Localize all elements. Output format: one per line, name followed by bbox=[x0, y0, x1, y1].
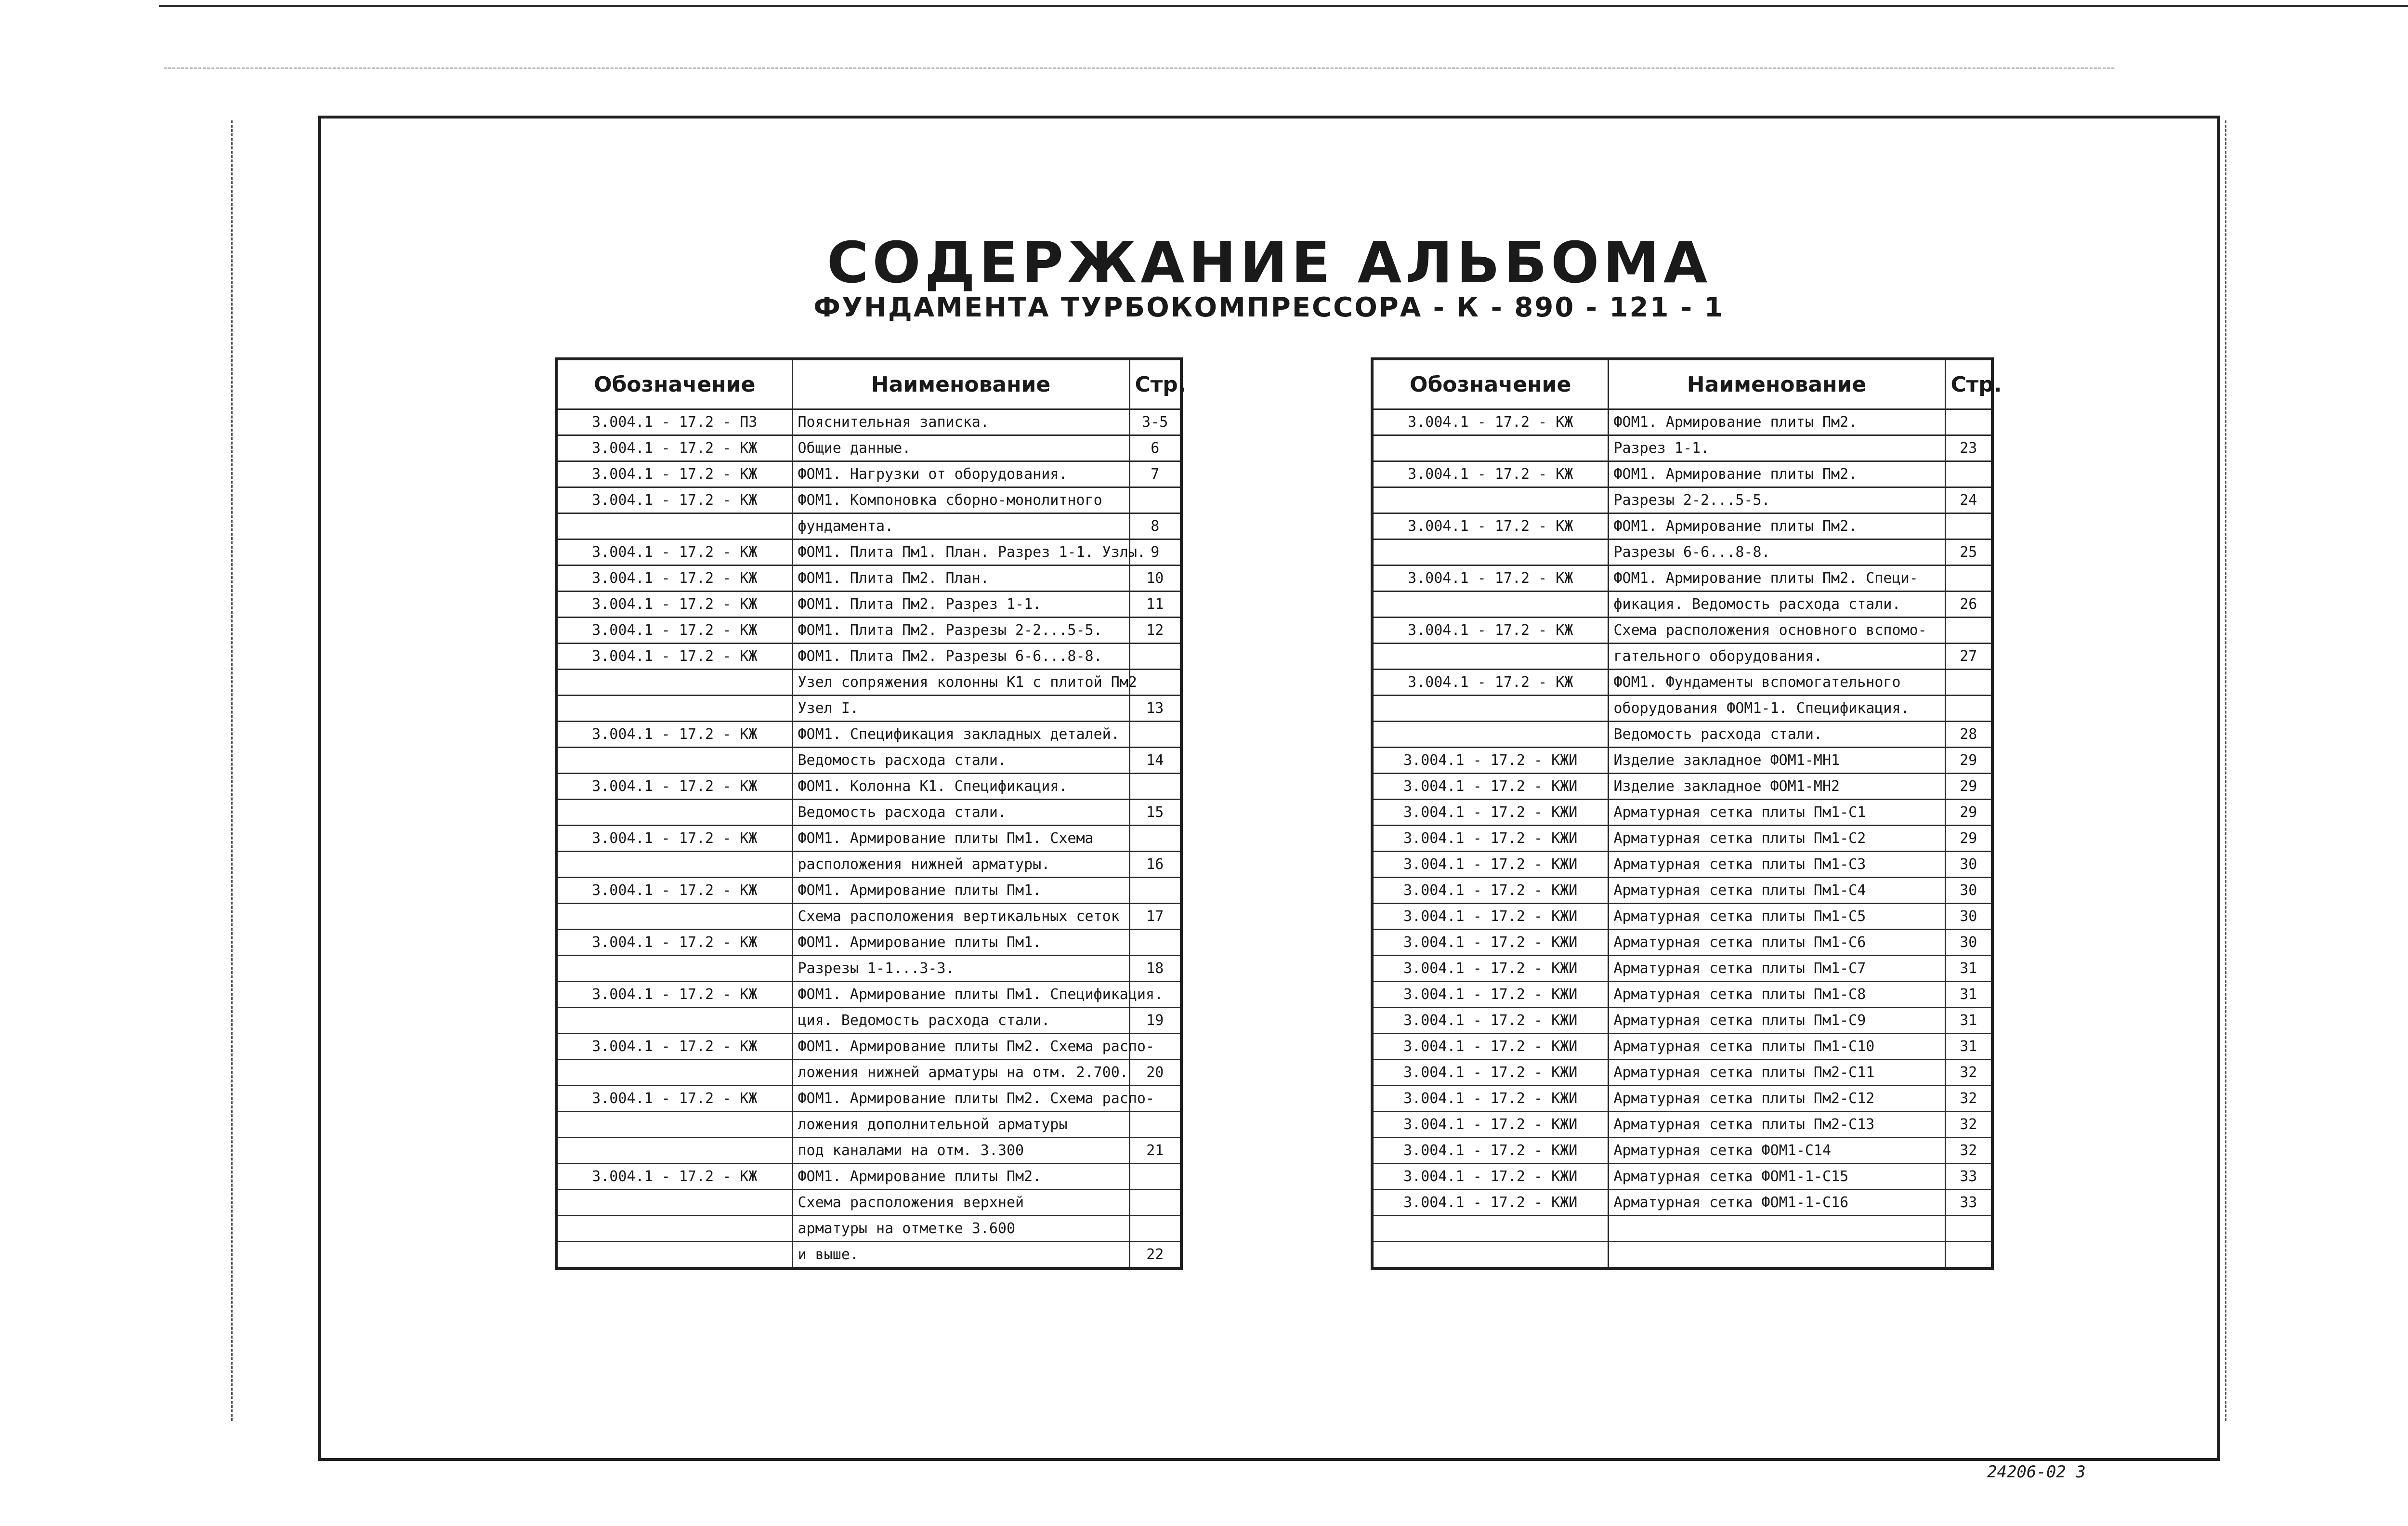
table-row bbox=[1372, 956, 1992, 982]
cell-name: Пояснительная записка. bbox=[792, 409, 1129, 435]
table-row bbox=[556, 618, 1181, 644]
cell-page bbox=[1945, 513, 1992, 539]
cell-name: Арматурная сетка ФОМ1-1-С16 bbox=[1608, 1190, 1945, 1216]
table-row bbox=[556, 878, 1181, 904]
cell-name: Арматурная сетка плиты Пм1-С8 bbox=[1608, 982, 1945, 1008]
cell-code: 3.004.1 - 17.2 - КЖ bbox=[556, 566, 792, 592]
cell-page: 9 bbox=[1129, 539, 1181, 566]
cell-page: 31 bbox=[1945, 956, 1992, 982]
cell-code: 3.004.1 - 17.2 - КЖИ bbox=[1372, 1086, 1608, 1112]
cell-page: 30 bbox=[1945, 852, 1992, 878]
table-row bbox=[1372, 930, 1992, 956]
outer-frame-top-line bbox=[159, 5, 2408, 7]
table-row bbox=[1372, 618, 1992, 644]
cell-name: Арматурная сетка плиты Пм1-С2 bbox=[1608, 826, 1945, 852]
cell-name: фикация. Ведомость расхода стали. bbox=[1608, 592, 1945, 618]
cell-page: 33 bbox=[1945, 1190, 1992, 1216]
table-row bbox=[1372, 800, 1992, 826]
table-row bbox=[556, 566, 1181, 592]
cell-name: ФОМ1. Армирование плиты Пм1. Схема bbox=[792, 826, 1129, 852]
cell-page bbox=[1129, 878, 1181, 904]
table-row bbox=[556, 1190, 1181, 1216]
cell-code: 3.004.1 - 17.2 - КЖ bbox=[1372, 513, 1608, 539]
cell-code: 3.004.1 - 17.2 - КЖИ bbox=[1372, 982, 1608, 1008]
cell-name: и выше. bbox=[792, 1242, 1129, 1269]
cell-page: 28 bbox=[1945, 722, 1992, 748]
table-row bbox=[556, 852, 1181, 878]
left-binding-rule bbox=[231, 120, 233, 1421]
cell-code: 3.004.1 - 17.2 - КЖИ bbox=[1372, 878, 1608, 904]
cell-page bbox=[1945, 1242, 1992, 1269]
table-row bbox=[556, 930, 1181, 956]
cell-code bbox=[1372, 592, 1608, 618]
cell-name: ФОМ1. Спецификация закладных деталей. bbox=[792, 722, 1129, 748]
cell-code bbox=[556, 1112, 792, 1138]
cell-page: 13 bbox=[1129, 696, 1181, 722]
table-row bbox=[1372, 774, 1992, 800]
cell-code: 3.004.1 - 17.2 - КЖ bbox=[556, 618, 792, 644]
cell-page: 7 bbox=[1129, 461, 1181, 487]
cell-page: 15 bbox=[1129, 800, 1181, 826]
cell-name: Разрезы 2-2...5-5. bbox=[1608, 487, 1945, 513]
cell-code bbox=[556, 1008, 792, 1034]
cell-page: 6 bbox=[1129, 435, 1181, 461]
cell-code bbox=[556, 1242, 792, 1269]
table-row bbox=[556, 1242, 1181, 1269]
right-binding-rule bbox=[2225, 120, 2226, 1421]
table-row bbox=[556, 748, 1181, 774]
header-code: Обозначение bbox=[556, 359, 792, 409]
cell-code: 3.004.1 - 17.2 - КЖИ bbox=[1372, 930, 1608, 956]
cell-name: ФОМ1. Нагрузки от оборудования. bbox=[792, 461, 1129, 487]
cell-page: 31 bbox=[1945, 1008, 1992, 1034]
cell-page bbox=[1945, 618, 1992, 644]
cell-code: 3.004.1 - 17.2 - КЖИ bbox=[1372, 1008, 1608, 1034]
table-row bbox=[1372, 566, 1992, 592]
cell-code: 3.004.1 - 17.2 - КЖ bbox=[1372, 409, 1608, 435]
cell-code: 3.004.1 - 17.2 - КЖ bbox=[1372, 566, 1608, 592]
cell-name: Арматурная сетка плиты Пм1-С5 bbox=[1608, 904, 1945, 930]
cell-page: 30 bbox=[1945, 904, 1992, 930]
contents-table-left bbox=[555, 357, 1186, 1270]
cell-page: 32 bbox=[1945, 1086, 1992, 1112]
cell-code: 3.004.1 - 17.2 - КЖИ bbox=[1372, 956, 1608, 982]
cell-code: 3.004.1 - 17.2 - КЖ bbox=[1372, 670, 1608, 696]
cell-name: ФОМ1. Армирование плиты Пм2. bbox=[1608, 409, 1945, 435]
cell-page bbox=[1129, 1216, 1181, 1242]
cell-name bbox=[1608, 1242, 1945, 1269]
perforation-line bbox=[164, 67, 2114, 69]
cell-page: 27 bbox=[1945, 644, 1992, 670]
cell-code bbox=[1372, 644, 1608, 670]
cell-page bbox=[1945, 670, 1992, 696]
cell-name: Арматурная сетка плиты Пм2-С11 bbox=[1608, 1060, 1945, 1086]
cell-name: Изделие закладное ФОМ1-МН1 bbox=[1608, 748, 1945, 774]
table-row bbox=[556, 722, 1181, 748]
table-row bbox=[556, 461, 1181, 487]
cell-page bbox=[1129, 1112, 1181, 1138]
table-row bbox=[556, 982, 1181, 1008]
cell-code: 3.004.1 - 17.2 - КЖ bbox=[556, 487, 792, 513]
cell-code bbox=[556, 1138, 792, 1164]
cell-page bbox=[1129, 670, 1181, 696]
table-header-row bbox=[1372, 359, 1992, 409]
cell-name: ФОМ1. Плита Пм2. Разрезы 2-2...5-5. bbox=[792, 618, 1129, 644]
cell-name: ция. Ведомость расхода стали. bbox=[792, 1008, 1129, 1034]
cell-name: Арматурная сетка ФОМ1-1-С15 bbox=[1608, 1164, 1945, 1190]
cell-page bbox=[1945, 409, 1992, 435]
cell-page: 32 bbox=[1945, 1138, 1992, 1164]
cell-page: 10 bbox=[1129, 566, 1181, 592]
cell-code: 3.004.1 - 17.2 - КЖИ bbox=[1372, 800, 1608, 826]
page-title: СОДЕРЖАНИЕ АЛЬБОМА bbox=[826, 229, 1712, 296]
cell-name: ФОМ1. Плита Пм1. План. Разрез 1-1. Узлы. bbox=[792, 539, 1129, 566]
table-row bbox=[556, 435, 1181, 461]
table-row bbox=[556, 1216, 1181, 1242]
cell-code: 3.004.1 - 17.2 - КЖ bbox=[556, 826, 792, 852]
cell-page: 29 bbox=[1945, 800, 1992, 826]
table-row bbox=[1372, 1190, 1992, 1216]
cell-name: ложения дополнительной арматуры bbox=[792, 1112, 1129, 1138]
cell-page bbox=[1945, 1216, 1992, 1242]
cell-code bbox=[1372, 435, 1608, 461]
cell-code bbox=[556, 904, 792, 930]
table-row bbox=[1372, 878, 1992, 904]
cell-code: 3.004.1 - 17.2 - КЖ bbox=[556, 930, 792, 956]
cell-code bbox=[1372, 539, 1608, 566]
table-row bbox=[1372, 826, 1992, 852]
header-name: Наименование bbox=[1608, 359, 1945, 409]
table-row bbox=[1372, 1034, 1992, 1060]
cell-code bbox=[1372, 696, 1608, 722]
cell-name: Арматурная сетка плиты Пм2-С13 bbox=[1608, 1112, 1945, 1138]
cell-name: под каналами на отм. 3.300 bbox=[792, 1138, 1129, 1164]
table-row bbox=[556, 904, 1181, 930]
table-row bbox=[556, 696, 1181, 722]
table-row bbox=[1372, 696, 1992, 722]
cell-code bbox=[556, 1190, 792, 1216]
cell-page: 32 bbox=[1945, 1112, 1992, 1138]
header-page: Стр. bbox=[1945, 359, 1992, 409]
cell-page: 3-5 bbox=[1129, 409, 1181, 435]
table-row bbox=[1372, 748, 1992, 774]
table-row bbox=[556, 774, 1181, 800]
table-row bbox=[556, 1138, 1181, 1164]
cell-name: Разрезы 1-1...3-3. bbox=[792, 956, 1129, 982]
cell-page bbox=[1129, 1164, 1181, 1190]
cell-code bbox=[556, 852, 792, 878]
cell-page: 29 bbox=[1945, 774, 1992, 800]
table-row bbox=[1372, 487, 1992, 513]
table-row bbox=[1372, 1242, 1992, 1269]
cell-code: 3.004.1 - 17.2 - КЖИ bbox=[1372, 1164, 1608, 1190]
cell-name: Арматурная сетка плиты Пм1-С4 bbox=[1608, 878, 1945, 904]
cell-name: ФОМ1. Армирование плиты Пм1. bbox=[792, 930, 1129, 956]
table-row bbox=[556, 592, 1181, 618]
cell-name: Арматурная сетка плиты Пм1-С6 bbox=[1608, 930, 1945, 956]
cell-name: ФОМ1. Колонна К1. Спецификация. bbox=[792, 774, 1129, 800]
cell-code bbox=[556, 696, 792, 722]
cell-name: фундамента. bbox=[792, 513, 1129, 539]
table-row bbox=[1372, 904, 1992, 930]
cell-name: Арматурная сетка плиты Пм1-С10 bbox=[1608, 1034, 1945, 1060]
table-row bbox=[556, 409, 1181, 435]
cell-name: Арматурная сетка ФОМ1-С14 bbox=[1608, 1138, 1945, 1164]
cell-page bbox=[1945, 696, 1992, 722]
cell-page bbox=[1945, 461, 1992, 487]
table-row bbox=[1372, 1164, 1992, 1190]
cell-page: 31 bbox=[1945, 982, 1992, 1008]
cell-code: 3.004.1 - 17.2 - КЖ bbox=[556, 644, 792, 670]
cell-name: ФОМ1. Армирование плиты Пм1. Спецификация. bbox=[792, 982, 1129, 1008]
drawing-sheet bbox=[318, 116, 2220, 1482]
cell-code: 3.004.1 - 17.2 - КЖ bbox=[556, 982, 792, 1008]
cell-page bbox=[1129, 644, 1181, 670]
cell-name: Изделие закладное ФОМ1-МН2 bbox=[1608, 774, 1945, 800]
sheet-stamp: 24206-02 3 bbox=[1987, 1462, 2086, 1482]
cell-code bbox=[556, 1216, 792, 1242]
table-row bbox=[556, 487, 1181, 513]
cell-name: Ведомость расхода стали. bbox=[792, 748, 1129, 774]
cell-page: 8 bbox=[1129, 513, 1181, 539]
table-row bbox=[556, 644, 1181, 670]
cell-name: оборудования ФОМ1-1. Спецификация. bbox=[1608, 696, 1945, 722]
cell-code: 3.004.1 - 17.2 - КЖ bbox=[556, 1034, 792, 1060]
table-row bbox=[556, 1060, 1181, 1086]
cell-page: 11 bbox=[1129, 592, 1181, 618]
table-header-row bbox=[556, 359, 1181, 409]
cell-name: ФОМ1. Плита Пм2. Разрез 1-1. bbox=[792, 592, 1129, 618]
table-row bbox=[1372, 670, 1992, 696]
page-subtitle: ФУНДАМЕНТА ТУРБОКОМПРЕССОРА - К - 890 - 121 - 1 bbox=[813, 292, 1725, 323]
table-row bbox=[556, 513, 1181, 539]
cell-name: Схема расположения основного вспомо- bbox=[1608, 618, 1945, 644]
table-row bbox=[556, 1086, 1181, 1112]
cell-code: 3.004.1 - 17.2 - КЖ bbox=[556, 1086, 792, 1112]
cell-page: 30 bbox=[1945, 878, 1992, 904]
table-row bbox=[1372, 1216, 1992, 1242]
cell-page: 29 bbox=[1945, 826, 1992, 852]
cell-code: 3.004.1 - 17.2 - КЖИ bbox=[1372, 1138, 1608, 1164]
cell-code: 3.004.1 - 17.2 - КЖИ bbox=[1372, 1190, 1608, 1216]
cell-code bbox=[1372, 722, 1608, 748]
cell-page: 32 bbox=[1945, 1060, 1992, 1086]
cell-page: 22 bbox=[1129, 1242, 1181, 1269]
cell-page: 29 bbox=[1945, 748, 1992, 774]
cell-name: Узел I. bbox=[792, 696, 1129, 722]
table-row bbox=[556, 1034, 1181, 1060]
cell-code: 3.004.1 - 17.2 - КЖ bbox=[1372, 618, 1608, 644]
cell-page bbox=[1945, 566, 1992, 592]
table-row bbox=[1372, 1086, 1992, 1112]
cell-code bbox=[556, 956, 792, 982]
cell-page: 20 bbox=[1129, 1060, 1181, 1086]
cell-code: 3.004.1 - 17.2 - КЖ bbox=[556, 1164, 792, 1190]
cell-page: 31 bbox=[1945, 1034, 1992, 1060]
cell-name: Ведомость расхода стали. bbox=[1608, 722, 1945, 748]
table-row bbox=[1372, 409, 1992, 435]
table-row bbox=[556, 539, 1181, 566]
cell-name: ФОМ1. Армирование плиты Пм2. bbox=[792, 1164, 1129, 1190]
cell-code: 3.004.1 - 17.2 - КЖИ bbox=[1372, 1034, 1608, 1060]
cell-name: ФОМ1. Фундаменты вспомогательного bbox=[1608, 670, 1945, 696]
cell-code: 3.004.1 - 17.2 - КЖ bbox=[556, 592, 792, 618]
cell-code bbox=[1372, 487, 1608, 513]
cell-name: Арматурная сетка плиты Пм1-С3 bbox=[1608, 852, 1945, 878]
table-row bbox=[556, 1008, 1181, 1034]
table-row bbox=[1372, 539, 1992, 566]
cell-page: 19 bbox=[1129, 1008, 1181, 1034]
cell-name: арматуры на отметке 3.600 bbox=[792, 1216, 1129, 1242]
cell-page: 24 bbox=[1945, 487, 1992, 513]
cell-name: ФОМ1. Армирование плиты Пм2. bbox=[1608, 513, 1945, 539]
table-row bbox=[1372, 1138, 1992, 1164]
cell-code: 3.004.1 - 17.2 - ПЗ bbox=[556, 409, 792, 435]
cell-code: 3.004.1 - 17.2 - КЖ bbox=[556, 722, 792, 748]
cell-name: ФОМ1. Армирование плиты Пм1. bbox=[792, 878, 1129, 904]
cell-name: Ведомость расхода стали. bbox=[792, 800, 1129, 826]
cell-code: 3.004.1 - 17.2 - КЖ bbox=[1372, 461, 1608, 487]
cell-code: 3.004.1 - 17.2 - КЖИ bbox=[1372, 826, 1608, 852]
table-row bbox=[1372, 1060, 1992, 1086]
cell-page: 14 bbox=[1129, 748, 1181, 774]
cell-page bbox=[1129, 826, 1181, 852]
cell-code: 3.004.1 - 17.2 - КЖИ bbox=[1372, 1060, 1608, 1086]
cell-name: ложения нижней арматуры на отм. 2.700. bbox=[792, 1060, 1129, 1086]
cell-page: 21 bbox=[1129, 1138, 1181, 1164]
cell-page: 30 bbox=[1945, 930, 1992, 956]
cell-name: Арматурная сетка плиты Пм1-С7 bbox=[1608, 956, 1945, 982]
cell-code bbox=[556, 513, 792, 539]
cell-code bbox=[556, 800, 792, 826]
cell-page bbox=[1129, 774, 1181, 800]
cell-name: ФОМ1. Армирование плиты Пм2. Специ- bbox=[1608, 566, 1945, 592]
cell-code: 3.004.1 - 17.2 - КЖИ bbox=[1372, 852, 1608, 878]
cell-code: 3.004.1 - 17.2 - КЖИ bbox=[1372, 774, 1608, 800]
table-row bbox=[1372, 461, 1992, 487]
cell-code bbox=[556, 1060, 792, 1086]
contents-table-right bbox=[1371, 357, 2002, 1270]
cell-name: Разрезы 6-6...8-8. bbox=[1608, 539, 1945, 566]
cell-name bbox=[1608, 1216, 1945, 1242]
cell-name: ФОМ1. Армирование плиты Пм2. Схема распо- bbox=[792, 1086, 1129, 1112]
table-row bbox=[1372, 1112, 1992, 1138]
cell-name: ФОМ1. Компоновка сборно-монолитного bbox=[792, 487, 1129, 513]
cell-name: ФОМ1. Армирование плиты Пм2. bbox=[1608, 461, 1945, 487]
table-row bbox=[556, 956, 1181, 982]
cell-code: 3.004.1 - 17.2 - КЖ bbox=[556, 774, 792, 800]
cell-name: ФОМ1. Армирование плиты Пм2. Схема распо- bbox=[792, 1034, 1129, 1060]
cell-name: Схема расположения верхней bbox=[792, 1190, 1129, 1216]
cell-page: 23 bbox=[1945, 435, 1992, 461]
cell-code: 3.004.1 - 17.2 - КЖ bbox=[556, 435, 792, 461]
cell-page bbox=[1129, 930, 1181, 956]
cell-name: Схема расположения вертикальных сеток bbox=[792, 904, 1129, 930]
table-row bbox=[1372, 592, 1992, 618]
cell-code: 3.004.1 - 17.2 - КЖ bbox=[556, 878, 792, 904]
header-page: Стр. bbox=[1129, 359, 1181, 409]
cell-page bbox=[1129, 722, 1181, 748]
table-row bbox=[1372, 513, 1992, 539]
table-row bbox=[1372, 722, 1992, 748]
cell-name: Арматурная сетка плиты Пм2-С12 bbox=[1608, 1086, 1945, 1112]
cell-name: расположения нижней арматуры. bbox=[792, 852, 1129, 878]
table-row bbox=[556, 1164, 1181, 1190]
cell-name: ФОМ1. Плита Пм2. Разрезы 6-6...8-8. bbox=[792, 644, 1129, 670]
cell-name: Разрез 1-1. bbox=[1608, 435, 1945, 461]
header-name: Наименование bbox=[792, 359, 1129, 409]
cell-page bbox=[1129, 487, 1181, 513]
cell-code bbox=[556, 670, 792, 696]
table-row bbox=[556, 800, 1181, 826]
cell-page: 12 bbox=[1129, 618, 1181, 644]
cell-code: 3.004.1 - 17.2 - КЖИ bbox=[1372, 904, 1608, 930]
cell-code: 3.004.1 - 17.2 - КЖ bbox=[556, 539, 792, 566]
cell-name: гательного оборудования. bbox=[1608, 644, 1945, 670]
table-row bbox=[556, 826, 1181, 852]
cell-code: 3.004.1 - 17.2 - КЖ bbox=[556, 461, 792, 487]
cell-name: Общие данные. bbox=[792, 435, 1129, 461]
cell-code: 3.004.1 - 17.2 - КЖИ bbox=[1372, 1112, 1608, 1138]
cell-page: 26 bbox=[1945, 592, 1992, 618]
cell-code: 3.004.1 - 17.2 - КЖИ bbox=[1372, 748, 1608, 774]
cell-code bbox=[556, 748, 792, 774]
table-row bbox=[1372, 982, 1992, 1008]
table-row bbox=[1372, 852, 1992, 878]
cell-code bbox=[1372, 1216, 1608, 1242]
table-row bbox=[1372, 1008, 1992, 1034]
table-row bbox=[556, 670, 1181, 696]
table-row bbox=[556, 1112, 1181, 1138]
cell-name: ФОМ1. Плита Пм2. План. bbox=[792, 566, 1129, 592]
cell-name: Узел сопряжения колонны К1 с плитой Пм2 bbox=[792, 670, 1129, 696]
cell-page bbox=[1129, 1190, 1181, 1216]
cell-code bbox=[1372, 1242, 1608, 1269]
cell-page: 18 bbox=[1129, 956, 1181, 982]
cell-page: 25 bbox=[1945, 539, 1992, 566]
cell-page: 17 bbox=[1129, 904, 1181, 930]
cell-page: 16 bbox=[1129, 852, 1181, 878]
table-row bbox=[1372, 644, 1992, 670]
table-row bbox=[1372, 435, 1992, 461]
header-code: Обозначение bbox=[1372, 359, 1608, 409]
cell-name: Арматурная сетка плиты Пм1-С9 bbox=[1608, 1008, 1945, 1034]
cell-name: Арматурная сетка плиты Пм1-С1 bbox=[1608, 800, 1945, 826]
cell-page: 33 bbox=[1945, 1164, 1992, 1190]
